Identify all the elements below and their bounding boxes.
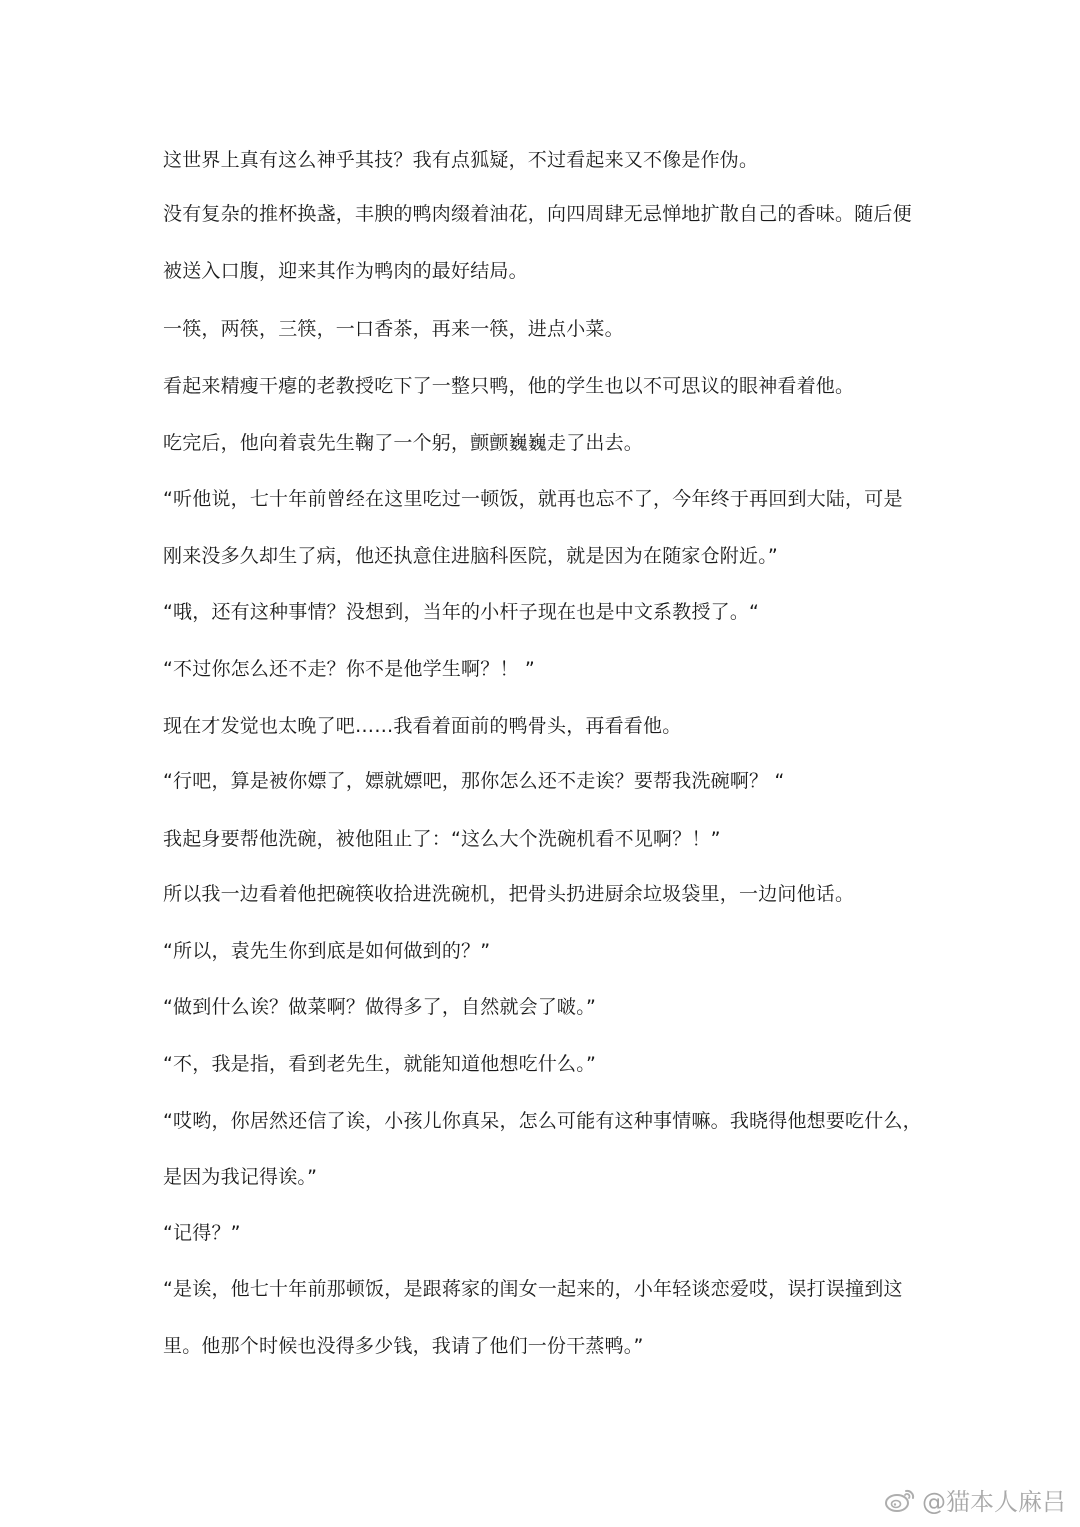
text-line: 看起来精瘦干瘪的老教授吃下了一整只鸭，他的学生也以不可思议的眼神看着他。: [163, 375, 855, 397]
text-line: “所以，袁先生你到底是如何做到的？”: [163, 940, 491, 962]
text-line: 我起身要帮他洗碗，被他阻止了：“这么大个洗碗机看不见啊？！”: [163, 828, 721, 850]
text-line: “哦，还有这种事情？没想到，当年的小杆子现在也是中文系教授了。“: [163, 601, 760, 623]
text-line: 所以我一边看着他把碗筷收拾进洗碗机，把骨头扔进厨余垃圾袋里，一边问他话。: [163, 883, 855, 905]
text-line: 这世界上真有这么神乎其技？我有点狐疑，不过看起来又不像是作伪。: [163, 149, 759, 171]
text-line: 被送入口腹，迎来其作为鸭肉的最好结局。: [163, 260, 528, 282]
watermark: [884, 1482, 1066, 1517]
text-line: 现在才发觉也太晚了吧……我看着面前的鸭骨头，再看看他。: [163, 715, 682, 737]
text-line: 吃完后，他向着袁先生鞠了一个躬，颤颤巍巍走了出去。: [163, 432, 644, 454]
text-line: “记得？”: [163, 1222, 241, 1244]
text-line: “听他说，七十年前曾经在这里吃过一顿饭，就再也忘不了，今年终于再回到大陆，可是: [163, 488, 903, 510]
text-line: 一筷，两筷，三筷，一口香茶，再来一筷，进点小菜。: [163, 318, 624, 340]
text-line: 是因为我记得诶。”: [163, 1166, 318, 1188]
weibo-icon: [884, 1486, 916, 1514]
text-line: “做到什么诶？做菜啊？做得多了，自然就会了啵。”: [163, 996, 596, 1018]
text-line: “不，我是指，看到老先生，就能知道他想吃什么。”: [163, 1053, 596, 1075]
text-line: “不过你怎么还不走？你不是他学生啊？！ ”: [163, 658, 535, 680]
text-line: “行吧，算是被你嫖了，嫖就嫖吧，那你怎么还不走诶？要帮我洗碗啊？ “: [163, 770, 785, 792]
watermark-text: @猫本人麻吕: [922, 1488, 1066, 1516]
text-line: 刚来没多久却生了病，他还执意住进脑科医院，就是因为在随家仓附近。”: [163, 545, 778, 567]
text-line: 没有复杂的推杯换盏，丰腴的鸭肉缀着油花，向四周肆无忌惮地扩散自己的香味。随后便: [163, 203, 912, 225]
text-line: “哎哟，你居然还信了诶，小孩儿你真呆，怎么可能有这种事情嘛。我晓得他想要吃什么，: [163, 1110, 922, 1132]
text-line: 里。他那个时候也没得多少钱，我请了他们一份干蒸鸭。”: [163, 1335, 644, 1357]
text-line: “是诶，他七十年前那顿饭，是跟蒋家的闺女一起来的，小年轻谈恋爱哎，误打误撞到这: [163, 1278, 903, 1300]
